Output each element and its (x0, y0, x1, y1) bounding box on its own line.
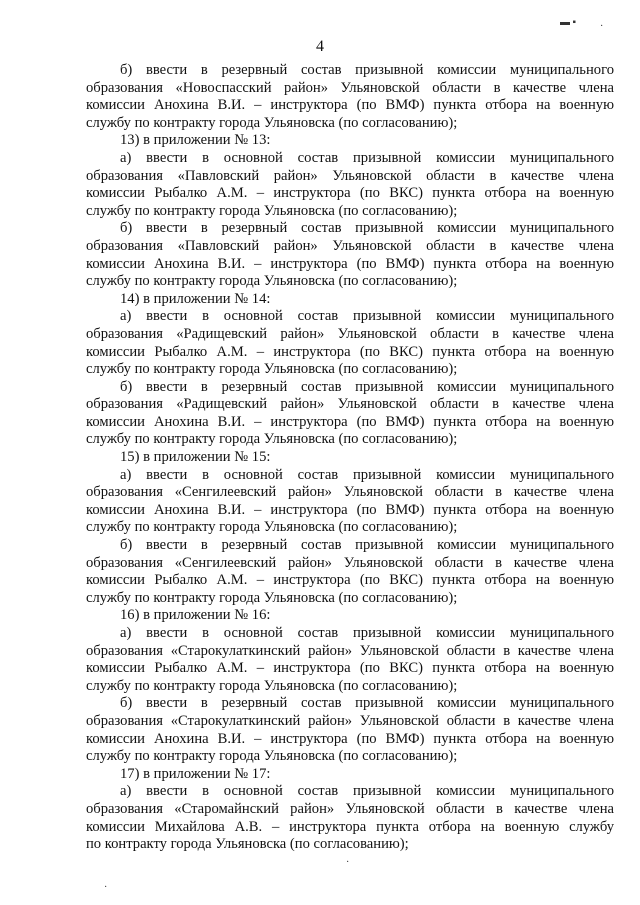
document-line: б) ввести в резервный состав призывной комиссии муниципального (120, 537, 614, 554)
document-body (86, 62, 614, 854)
document-line: б) ввести в резервный состав призывной комиссии муниципального (120, 695, 614, 712)
scan-mark: ▬ ▪ (560, 17, 577, 28)
document-line: службу по контракту города Ульяновска (по согласованию); (86, 202, 458, 219)
document-line: б) ввести в резервный состав призывной комиссии муниципального (120, 62, 614, 78)
document-line: 14) в приложении № 14: (120, 290, 271, 307)
scan-mark: · (600, 21, 604, 32)
page-number: 4 (316, 38, 324, 55)
document-line: образования «Павловский район» Ульяновской области в качестве члена (86, 167, 614, 184)
document-line: комиссии Рыбалко А.М. – инструктора (по ВКС) пункта отбора на военную (86, 572, 614, 589)
document-line: а) ввести в основной состав призывной комиссии муниципального (120, 625, 614, 641)
document-line: комиссии Анохина В.И. – инструктора (по ВМФ) пункта отбора на военную (86, 730, 614, 747)
document-line: образования «Радищевский район» Ульяновской области в качестве члена (86, 325, 614, 342)
document-line: службу по контракту города Ульяновска (по согласованию); (86, 361, 458, 378)
document-line: комиссии Анохина В.И. – инструктора (по ВМФ) пункта отбора на военную (86, 97, 614, 114)
document-line: 17) в приложении № 17: (120, 765, 271, 782)
document-line: б) ввести в резервный состав призывной комиссии муниципального (120, 220, 614, 237)
document-line: 15) в приложении № 15: (120, 449, 271, 466)
document-line: 16) в приложении № 16: (120, 607, 271, 624)
document-line: комиссии Рыбалко А.М. – инструктора (по ВКС) пункта отбора на военную (86, 660, 614, 677)
document-line: образования «Старокулаткинский район» Ульяновской области в качестве члена (86, 642, 614, 659)
document-line: 13) в приложении № 13: (120, 132, 271, 149)
document-line: службу по контракту города Ульяновска (по согласованию); (86, 114, 458, 131)
document-line: комиссии Рыбалко А.М. – инструктора (по ВКС) пункта отбора на военную (86, 185, 614, 202)
document-line: службу по контракту города Ульяновска (по согласованию); (86, 519, 458, 536)
document-line: службу по контракту города Ульяновска (по согласованию); (86, 273, 458, 290)
document-line: по контракту города Ульяновска (по согласованию); (86, 836, 409, 853)
document-line: образования «Павловский район» Ульяновской области в качестве члена (86, 237, 614, 254)
document-line: образования «Новоспасский район» Ульяновской области в качестве члена (86, 79, 614, 96)
document-line: а) ввести в основной состав призывной комиссии муниципального (120, 149, 614, 166)
document-line: службу по контракту города Ульяновска (по согласованию); (86, 677, 458, 694)
document-line: образования «Старокулаткинский район» Ульяновской области в качестве члена (86, 712, 614, 729)
document-line: образования «Старомайнский район» Ульяновской области в качестве члена (86, 800, 614, 817)
document-line: службу по контракту города Ульяновска (по согласованию); (86, 748, 458, 765)
document-line: комиссии Анохина В.И. – инструктора (по ВМФ) пункта отбора на военную (86, 501, 614, 518)
document-line: образования «Сенгилеевский район» Ульяновской области в качестве члена (86, 554, 614, 571)
document-line: службу по контракту города Ульяновска (по согласованию); (86, 431, 458, 448)
document-line: б) ввести в резервный состав призывной комиссии муниципального (120, 378, 614, 395)
document-line: комиссии Михайлова А.В. – инструктора пункта отбора на военную службу (86, 818, 614, 835)
document-line: комиссии Анохина В.И. – инструктора (по ВМФ) пункта отбора на военную (86, 255, 614, 272)
document-line: образования «Сенгилеевский район» Ульяновской области в качестве члена (86, 484, 614, 501)
scan-mark: · (104, 882, 108, 893)
scan-mark: · (346, 857, 350, 868)
document-line: а) ввести в основной состав призывной комиссии муниципального (120, 308, 614, 325)
document-line: комиссии Рыбалко А.М. – инструктора (по ВКС) пункта отбора на военную (86, 343, 614, 360)
document-line: образования «Радищевский район» Ульяновской области в качестве члена (86, 396, 614, 413)
document-line: а) ввести в основной состав призывной комиссии муниципального (120, 783, 614, 800)
document-line: службу по контракту города Ульяновска (по согласованию); (86, 589, 458, 606)
document-line: а) ввести в основной состав призывной комиссии муниципального (120, 466, 614, 483)
document-line: комиссии Анохина В.И. – инструктора (по ВМФ) пункта отбора на военную (86, 413, 614, 430)
